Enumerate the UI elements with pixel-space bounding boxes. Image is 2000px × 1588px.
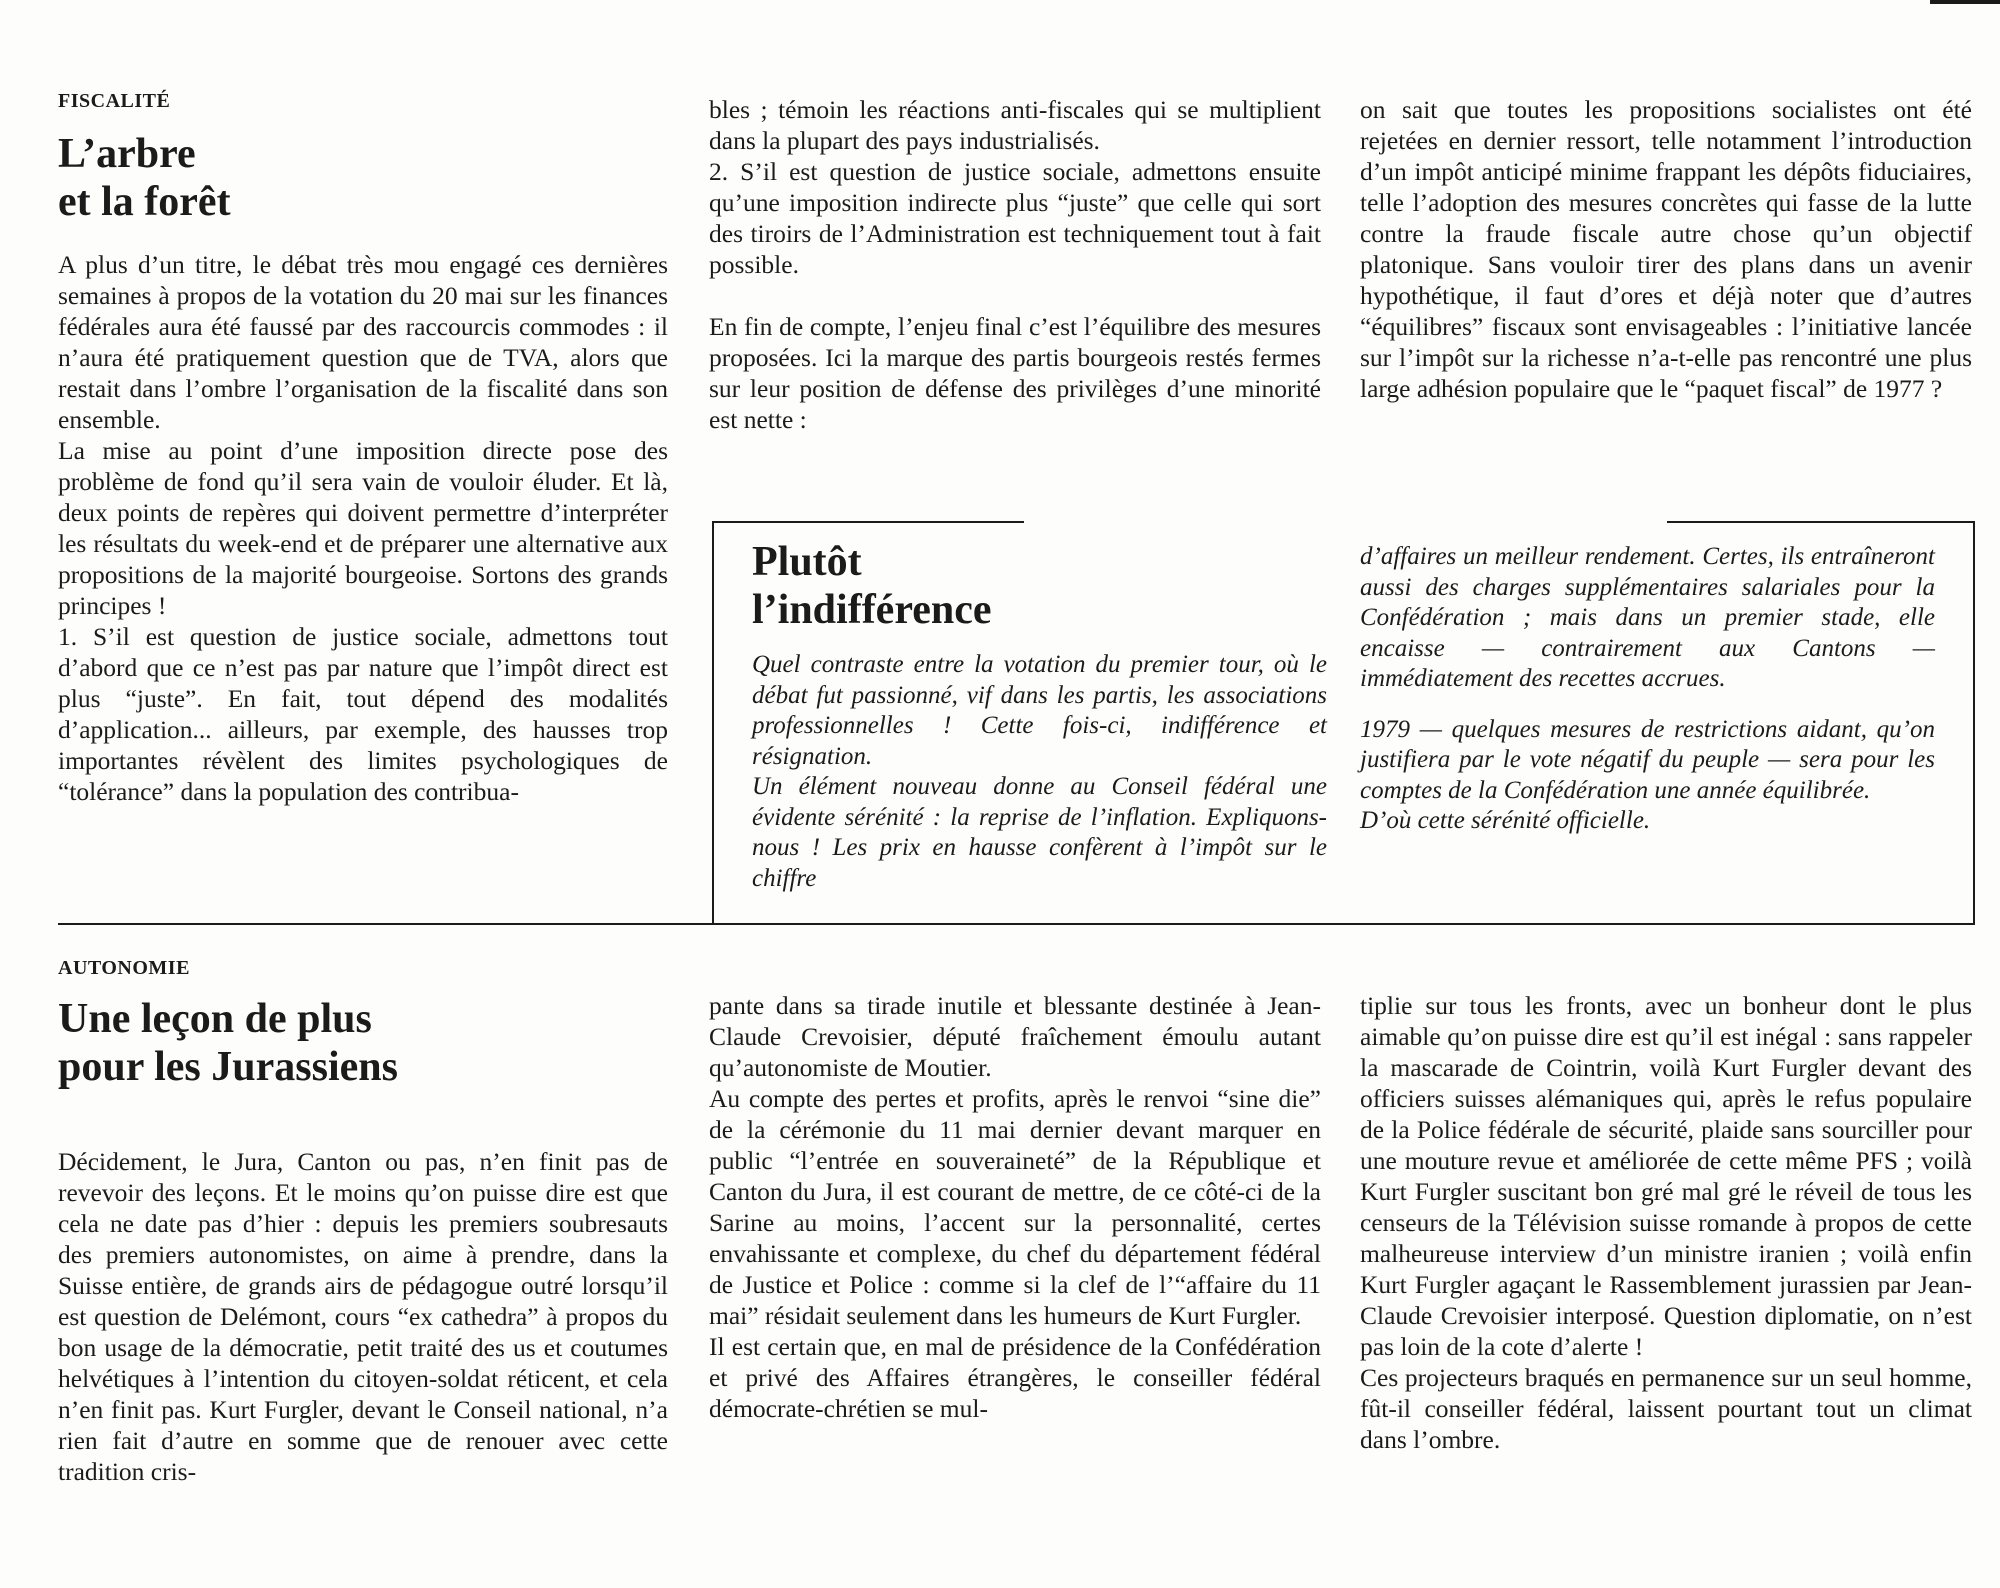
article1-title-line2: et la forêt [58,179,231,225]
article1-paragraph: 1. S’il est question de justice sociale, admettons tout d’abord que ce n’est pas par nature que l’impôt direct est plus “juste”. En fait, tout dépend des modalités d’application... ailleurs, par exemple, des hausses trop importantes révèlent des limites psychologiques de “tolérance” dans la population des contribua- [58,622,668,806]
article2-title [58,995,398,1091]
article2-paragraph: Au compte des pertes et profits, après le renvoi “sine die” de la cérémonie du 11 mai dernier devant marquer en public “l’entrée en souveraineté” de la République et Canton du Jura, il est courant de mettre, de ce côté-ci de la Sarine au moins, l’accent sur la personnalité, certes envahissante et complexe, du chef du département fédéral de Justice et Police : comme si la clef de l’“affaire du 11 mai” résidait seulement dans les humeurs de Kurt Furgler. [709,1084,1321,1330]
article1-title [58,130,231,226]
box-border-left [712,521,714,925]
article1-column-2 [709,94,1321,435]
box-paragraph: D’où cette sérénité officielle. [1360,807,1651,834]
box-paragraph: Quel contraste entre la votation du premier tour, où le débat fut passionné, vif dans les partis, les associations professionnelles ! Cette fois-ci, indifférence et résignation. [752,651,1327,770]
article1-column-1 [58,249,668,807]
box-title [752,538,992,634]
article1-title-line1: L’arbre [58,131,196,177]
article2-column-1 [58,1146,668,1487]
box-column-left [752,650,1327,894]
article2-paragraph: Décidement, le Jura, Canton ou pas, n’en finit pas de revevoir des leçons. Et le moins qu’on puisse dire est que cela ne date pas d’hier : depuis les premiers soubresauts des premiers autonomistes, on aime à prendre, dans la Suisse entière, de grands airs de pédagogue outré lorsqu’il est question de Delémont, cours “ex cathedra” à propos du bon usage de la démocratie, petit traité des us et coutumes helvétiques à l’intention du citoyen-soldat réticent, et cela n’en finit pas. Kurt Furgler, devant le Conseil national, n’a rien fait d’autre en somme que de renouer avec cette tradition cris- [58,1147,668,1486]
box-border-top-left [712,521,1024,523]
page-edge-mark [1930,0,2000,4]
box-title-line2: l’indifférence [752,587,992,633]
article1-paragraph: bles ; témoin les réactions anti-fiscales qui se multiplient dans la plupart des pays industrialisés. [709,95,1321,155]
article1-paragraph: on sait que toutes les propositions socialistes ont été rejetées en dernier ressort, telle notamment l’introduction d’un impôt anticipé minime frappant les dépôts fiduciaires, telle l’adoption des mesures concrètes qui fasse de la lutte contre la fraude fiscale autre chose qu’un objectif platonique. Sans vouloir tirer des plans dans un avenir hypothétique, il faut d’ores et déjà noter que d’autres “équilibres” fiscaux sont envisageables : l’initiative lancée sur l’impôt sur la richesse n’a-t-elle pas rencontré une plus large adhésion populaire que le “paquet fiscal” de 1977 ? [1360,95,1972,403]
article2-paragraph: Ces projecteurs braqués en permanence sur un seul homme, fût-il conseiller fédéral, laissent pourtant tout un climat dans l’ombre. [1360,1363,1972,1454]
article2-title-line1: Une leçon de plus [58,996,372,1042]
box-title-line1: Plutôt [752,539,862,585]
box-border-right [1973,521,1975,925]
article2-paragraph: Il est certain que, en mal de présidence de la Confédération et privé des Affaires étrangères, le conseiller fédéral démocrate-chrétien se mul- [709,1332,1321,1423]
article2-column-2 [709,990,1321,1424]
article1-column-3 [1360,94,1972,404]
article1-kicker: FISCALITÉ [58,90,171,112]
box-paragraph: d’affaires un meilleur rendement. Certes, ils entraîneront aussi des charges supplémentaires salariales pour la Confédération ; mais dans un premier stade, elle encaisse — contrairement aux Cantons — immédiatement des recettes accrues. [1360,543,1935,692]
section-separator [58,923,714,925]
article2-title-line2: pour les Jurassiens [58,1044,398,1090]
box-column-right [1360,542,1935,837]
article2-paragraph: tiplie sur tous les fronts, avec un bonheur dont le plus aimable qu’on puisse dire est qu’il est inégal : sans rappeler la mascarade de Cointrin, voilà Kurt Furgler devant des officiers suisses alémaniques qui, après le refus populaire de la Police fédérale de sécurité, plaide sans sourciller pour une mouture revue et améliorée de cette même PFS ; voilà Kurt Furgler suscitant bon gré mal gré le réveil de tous les censeurs de la Télévision suisse romande à propos de cette malheureuse interview d’un ministre iranien ; voilà enfin Kurt Furgler agaçant le Rassemblement jurassien par Jean-Claude Crevoisier interposé. Question diplomatie, on n’est pas loin de la cote d’alerte ! [1360,991,1972,1361]
article2-paragraph: pante dans sa tirade inutile et blessante destinée à Jean-Claude Crevoisier, député fraîchement émoulu autant qu’autonomiste de Moutier. [709,991,1321,1082]
box-border-top-right [1667,521,1975,523]
article1-paragraph: 2. S’il est question de justice sociale, admettons ensuite qu’une imposition indirecte plus “juste” que celle qui sort des tiroirs de l’Administration est techniquement tout à fait possible. [709,157,1321,279]
article2-kicker: AUTONOMIE [58,957,190,979]
article2-column-3 [1360,990,1972,1455]
article1-paragraph: En fin de compte, l’enjeu final c’est l’équilibre des mesures proposées. Ici la marque des partis bourgeois restés fermes sur leur position de défense des privilèges d’une minorité est nette : [709,312,1321,434]
box-border-bottom [712,923,1975,925]
article1-paragraph: La mise au point d’une imposition directe pose des problème de fond qu’il sera vain de vouloir éluder. Et là, deux points de repères qui doivent permettre d’interpréter les résultats du week-end et de préparer une alternative aux propositions de la majorité bourgeoise. Sortons des grands principes ! [58,436,668,620]
box-paragraph: Un élément nouveau donne au Conseil fédéral une évidente sérénité : la reprise de l’inflation. Expliquons-nous ! Les prix en hausse confèrent à l’impôt sur le chiffre [752,773,1327,892]
article1-paragraph: A plus d’un titre, le débat très mou engagé ces dernières semaines à propos de la votation du 20 mai sur les finances fédérales aura été faussé par des raccourcis commodes : il n’aura été pratiquement question que de TVA, alors que restait dans l’ombre l’organisation de la fiscalité dans son ensemble. [58,250,668,434]
box-paragraph: 1979 — quelques mesures de restrictions aidant, qu’on justifiera par le vote négatif du peuple — sera pour les comptes de la Confédération une année équilibrée. [1360,715,1935,804]
